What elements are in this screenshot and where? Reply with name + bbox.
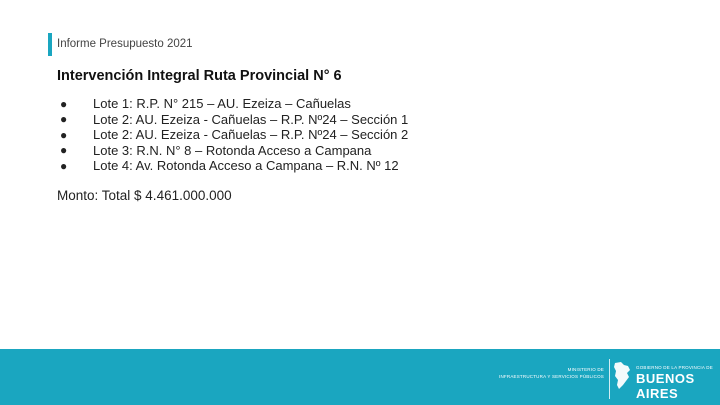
bullet-icon: ● xyxy=(60,143,68,158)
lot-text: Lote 1: R.P. N° 215 – AU. Ezeiza – Cañuelas xyxy=(93,96,351,112)
list-item xyxy=(57,158,408,174)
ministry-logo xyxy=(498,367,604,379)
bullet-icon: ● xyxy=(60,127,68,142)
government-logo xyxy=(636,365,720,401)
lot-text: Lote 2: AU. Ezeiza - Cañuelas – R.P. Nº24 – Sección 2 xyxy=(93,127,409,143)
report-label: Informe Presupuesto 2021 xyxy=(57,38,193,50)
list-item xyxy=(57,127,408,143)
lot-text: Lote 3: R.N. N° 8 – Rotonda Acceso a Campana xyxy=(93,142,372,158)
ministry-line-2: INFRAESTRUCTURA Y SERVICIOS PÚBLICOS xyxy=(499,374,604,379)
ministry-line-1: MINISTERIO DE xyxy=(567,367,604,372)
lot-text: Lote 4: Av. Rotonda Acceso a Campana – R.N. Nº 12 xyxy=(93,158,399,174)
bullet-icon: ● xyxy=(60,158,68,173)
total-amount: Monto: Total $ 4.461.000.000 xyxy=(57,188,232,203)
list-item xyxy=(57,96,408,112)
header-accent-bar xyxy=(48,33,52,56)
list-item xyxy=(57,143,408,159)
gov-line-1: GOBIERNO DE LA PROVINCIA DE xyxy=(636,365,713,370)
footer-band xyxy=(0,349,720,405)
list-item xyxy=(57,112,408,128)
page-title: Intervención Integral Ruta Provincial N° 6 xyxy=(57,68,342,84)
bullet-icon: ● xyxy=(60,112,68,127)
lot-list xyxy=(57,96,408,174)
lot-text: Lote 2: AU. Ezeiza - Cañuelas – R.P. Nº24 – Sección 1 xyxy=(93,111,409,127)
province-map-icon xyxy=(612,361,632,391)
gov-line-2: BUENOS AIRES xyxy=(636,371,695,401)
logo-divider xyxy=(609,359,610,399)
bullet-icon: ● xyxy=(60,96,68,111)
